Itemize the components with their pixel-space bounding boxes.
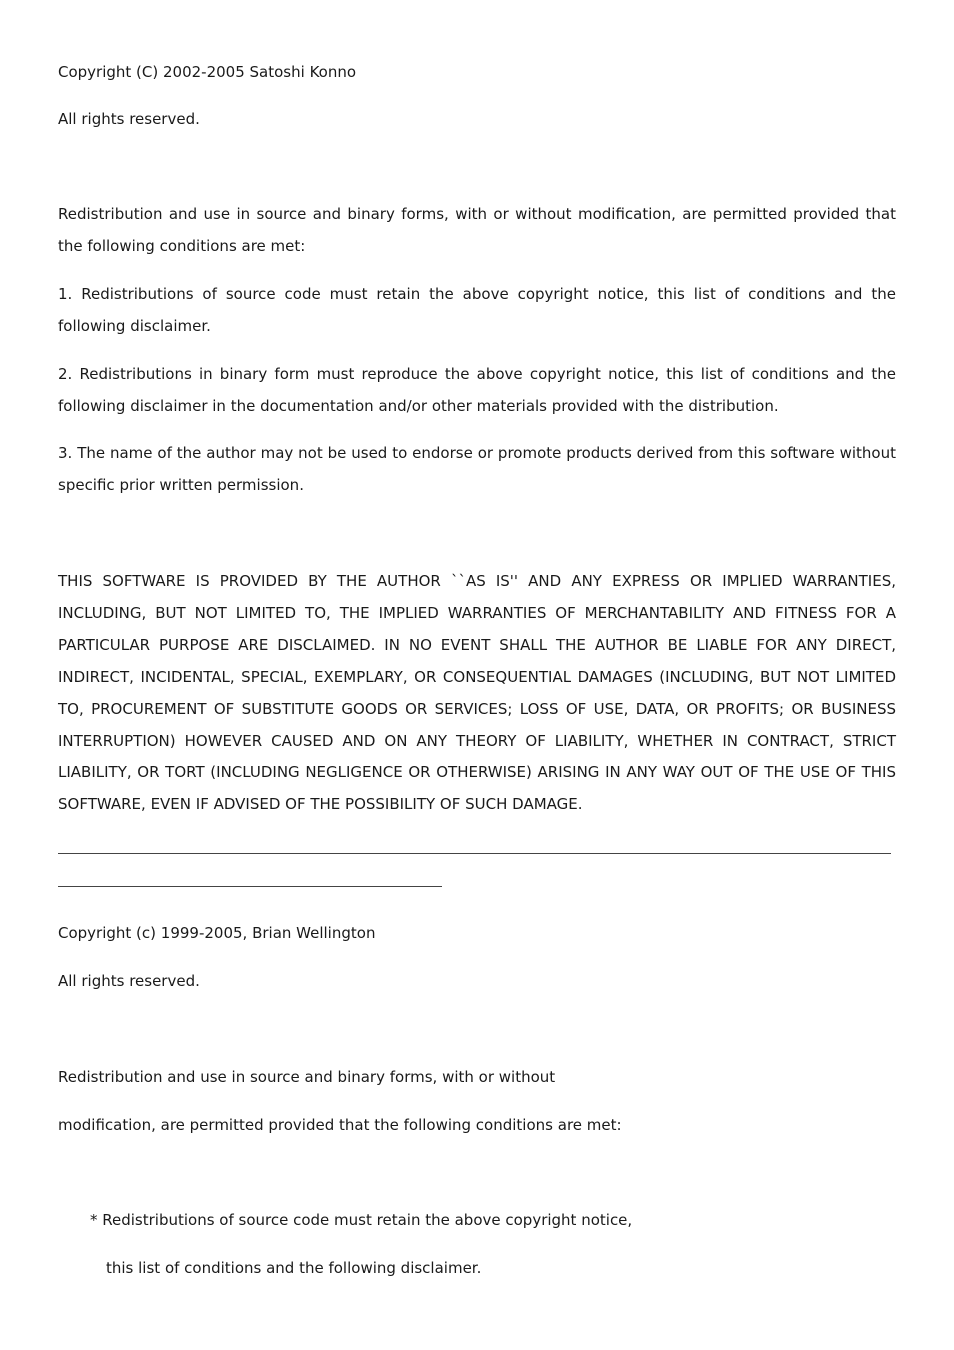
bullet-item: * Redistributions of source code must retain the above copyright notice, xyxy=(90,1211,633,1229)
condition-2: 2. Redistributions in binary form must reproduce the above copyright notice, this list of conditions and the following disclaimer in the documentation and/or other materials provided with the distribution. xyxy=(58,365,896,415)
separator-line xyxy=(58,853,891,854)
rights-line: All rights reserved. xyxy=(58,110,200,128)
intro-paragraph: Redistribution and use in source and binary forms, with or without modification, are permitted provided that the following conditions are met: xyxy=(58,205,896,255)
copyright-line: Copyright (C) 2002-2005 Satoshi Konno xyxy=(58,63,357,81)
condition-1: 1. Redistributions of source code must retain the above copyright notice, this list of conditions and the following disclaimer. xyxy=(58,285,896,335)
rights-line: All rights reserved. xyxy=(58,972,200,990)
intro-line: Redistribution and use in source and binary forms, with or without xyxy=(58,1068,556,1086)
separator-line-short xyxy=(58,886,442,887)
intro-line: modification, are permitted provided that the following conditions are met: xyxy=(58,1116,622,1134)
disclaimer-paragraph: THIS SOFTWARE IS PROVIDED BY THE AUTHOR ``AS IS'' AND ANY EXPRESS OR IMPLIED WARRANTIES, INCLUDING, BUT NOT LIMITED TO, THE IMPLIED WARRANTIES OF MERCHANTABILITY AND FITNESS FOR A PARTICULAR PURPOSE ARE DISCLAIMED. IN NO EVENT SHALL THE AUTHOR BE LIABLE FOR ANY DIRECT, INDIRECT, INCIDENTAL, SPECIAL, EXEMPLARY, OR CONSEQUENTIAL DAMAGES (INCLUDING, BUT NOT LIMITED TO, PROCUREMENT OF SUBSTITUTE GOODS OR SERVICES; LOSS OF USE, DATA, OR PROFITS; OR BUSINESS INTERRUPTION) HOWEVER CAUSED AND ON ANY THEORY OF LIABILITY, WHETHER IN CONTRACT, STRICT LIABILITY, OR TORT (INCLUDING NEGLIGENCE OR OTHERWISE) ARISING IN ANY WAY OUT OF THE USE OF THIS SOFTWARE, EVEN IF ADVISED OF THE POSSIBILITY OF SUCH DAMAGE. xyxy=(58,572,896,814)
copyright-line: Copyright (c) 1999-2005, Brian Wellington xyxy=(58,924,376,942)
bullet-item-continuation: this list of conditions and the following disclaimer. xyxy=(106,1259,482,1277)
condition-3: 3. The name of the author may not be used to endorse or promote products derived from this software without specific prior written permission. xyxy=(58,444,896,494)
